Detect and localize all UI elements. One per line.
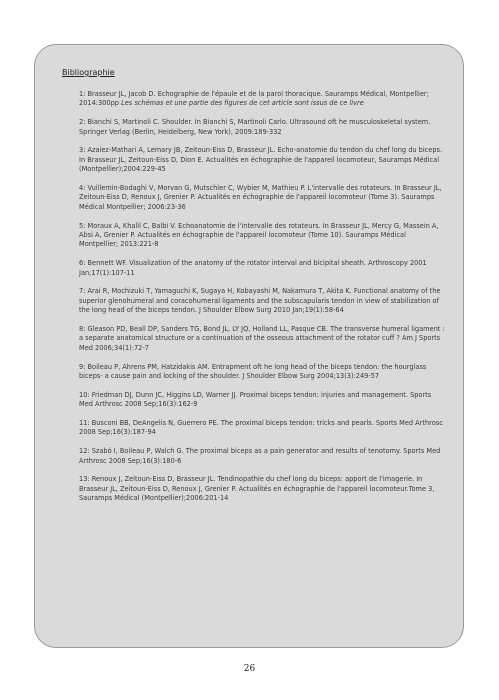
reference-text: 5: Moraux A, Khalil C, Balbi V. Echoanatomie de l'intervalle des rotateurs. In Brasseur JL, Mercy G, Massein A, Absi A, Grenier P. Actualités en échographie de l'appareil locomoteur (Tome 10). Sauramps Médical Montpellier; 2013:221-8: [79, 221, 439, 249]
page-number: 26: [243, 664, 256, 674]
reference-text: 13: Renoux J, Zeitoun-Eiss D, Brasseur JL. Tendinopathie du chef long du biceps: apport de l'imagerie. In Brasseur JL, Zeitoun-Eiss D, Renoux J, Grenier P. Actualités en échographie de l'appareil locomoteur.Tome 3, Sauramps Médical (Montpellier);2006:201-14: [79, 475, 435, 503]
reference-text: 12: Szabó I, Boileau P, Walch G. The proximal biceps as a pain generator and results of tenotomy. Sports Med Arthrosc 2008 Sep;16(3):180-6: [79, 447, 441, 465]
reference-note: Les schémas et une partie des figures de cet article sont issus de ce livre: [121, 99, 364, 108]
reference-text: 11: Busconi BB, DeAngelis N, Guerrero PE. The proximal biceps tendon: tricks and pearls. Sports Med Arthrosc 2008 Sep;16(3):187-94: [79, 419, 443, 437]
reference-11: [79, 419, 445, 438]
reference-text: 1: Brasseur JL, Jacob D. Echographie de l'épaule et de la paroi thoracique. Sauramps Médical, Montpellier; 2014:300pp: [79, 90, 429, 108]
reference-8: [79, 325, 445, 353]
reference-text: 9: Boileau P, Ahrens PM, Hatzidakis AM. Entrapment oft he long head of the biceps tendon: the hourglass biceps- a cause pain and locking of the shoulder. J Shoulder Elbow Surg 2004;13(3):249-57: [79, 362, 427, 381]
reference-7: [79, 287, 445, 315]
reference-2: [79, 118, 445, 137]
bibliography-heading: Bibliographie: [62, 68, 115, 77]
reference-text: 7: Arai R, Mochizuki T, Yamaguchi K, Sugaya H, Kobayashi M, Nakamura T, Akita K. Functional anatomy of the superior glenohumeral and coracohumeral ligaments and the subscapularis tendon in view of stabilization of the long head of the biceps tendon. J Shoulder Elbow Surg 2010 Jan;19(1):58-64: [79, 287, 441, 315]
reference-text: 6: Bennett WF. Visualization of the anatomy of the rotator interval and bicipital sheath. Arthroscopy 2001 Jan;17(1):107-11: [79, 259, 427, 277]
reference-1: [79, 90, 445, 109]
reference-4: [79, 184, 445, 212]
reference-9: [79, 363, 445, 382]
reference-3: [79, 146, 445, 174]
reference-text: 8: Gleason PD, Beall DP, Sanders TG, Bond JL, LY JQ, Holland LL, Pasque CB. The transverse humeral ligament : a separate anatomical structure or a continuation of the osseous attachment of the rotator cuff ? Am J Sports Med 2006;34(1):72-7: [79, 325, 445, 352]
reference-12: [79, 447, 445, 466]
reference-text: 4: Vuillemin-Bodaghi V, Morvan G, Mutschler C, Wybier M, Mathieu P. L'intervalle des rotateurs. In Brasseur JL, Zeitoun-Eiss D, Renoux J, Grenier P. Actualités en échographie de l'appareil locomoteur (Tome 3). Sauramps Médical Montpellier; 2006:23-36: [79, 184, 442, 211]
reference-5: [79, 222, 445, 250]
reference-text: 3: Azaiez-Mathari A, Lemary JB, Zeitoun-Eiss D, Brasseur JL. Echo-anatomie du tendon du chef long du biceps. In Brasseur JL, Zeitoun-Eiss D, Dion E. Actualités en échographie de l'appareil locomoteur, Sauramps Médical (Montpellier);2004:229-45: [79, 146, 443, 174]
reference-13: [79, 475, 445, 503]
reference-10: [79, 391, 445, 410]
reference-list: [79, 90, 445, 513]
bibliography-panel: [34, 44, 464, 648]
reference-text: 2: Bianchi S, Martinoli C. Shoulder. In Bianchi S, Martinoli Carlo. Ultrasound oft he musculoskeletal system. Springer Verlag (Berlin, Heidelberg, New York), 2009:189-332: [79, 118, 431, 136]
reference-text: 10: Friedman DJ, Dunn JC, Higgins LD, Warner JJ. Proximal biceps tendon: injuries and management. Sports Med Arthrosc 2008 Sep;16(3):162-9: [79, 390, 432, 409]
reference-6: [79, 259, 445, 278]
